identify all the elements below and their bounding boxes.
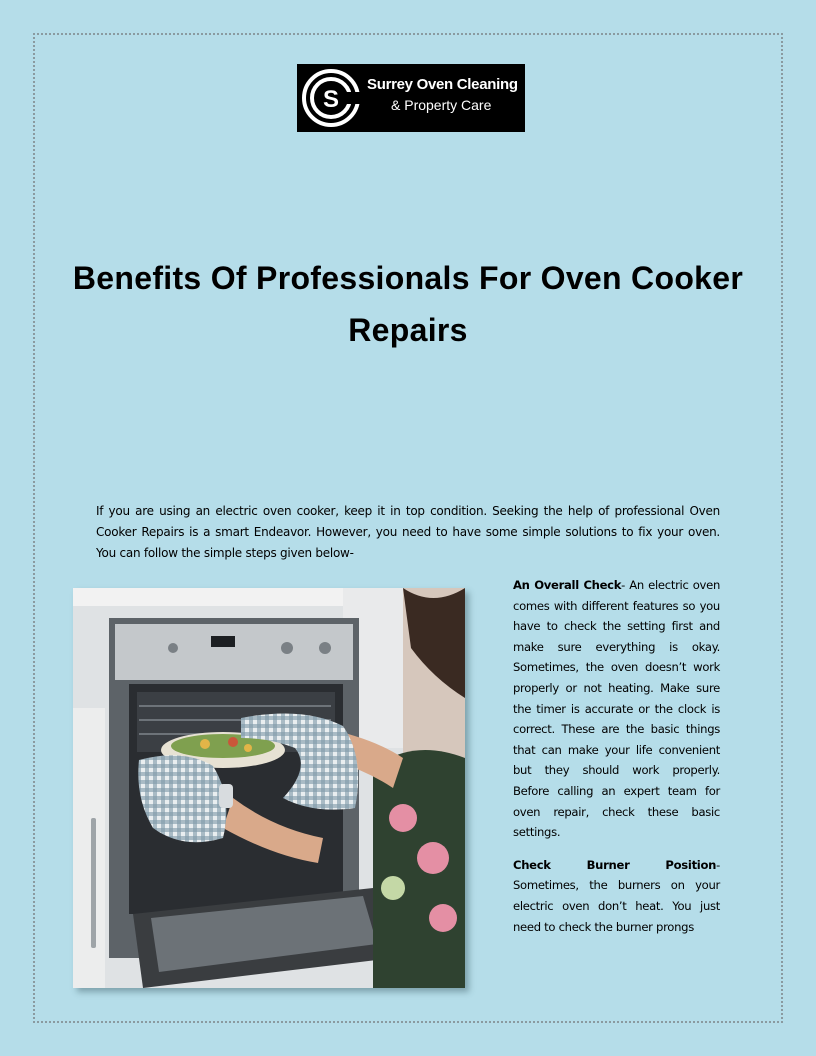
intro-paragraph: If you are using an electric oven cooker, keep it in top condition. Seeking the help of professional Oven Cooker Repairs is a smart Endeavor. However, you need to have some simple solutions to fix your oven. You can follow the simple steps given below- xyxy=(96,504,720,560)
section-heading: An Overall Check xyxy=(513,578,622,592)
section-heading: Check Burner Position xyxy=(513,857,717,872)
oven-photo xyxy=(73,588,465,988)
section-burner-position xyxy=(513,855,720,937)
logo-company-name: Surrey Oven Cleaning xyxy=(367,76,518,93)
company-logo xyxy=(297,64,525,132)
oven-illustration xyxy=(73,588,465,988)
page-title: Benefits Of Professionals For Oven Cooker Repairs xyxy=(72,260,744,348)
logo-mark-icon xyxy=(300,67,362,129)
logo-tagline: & Property Care xyxy=(391,97,492,113)
svg-text:S: S xyxy=(322,86,340,113)
section-body: - An electric oven comes with different features so you have to check the setting first and make sure everything is okay. Sometimes, the oven doesn’t work properly or not heating. Make sure the timer is accurate or the clock is correct. These are the basic things that can make your life convenient but they should work properly. Before calling an expert team for oven repair, check these basic settings. xyxy=(513,578,720,840)
article-column xyxy=(513,575,720,949)
section-overall-check xyxy=(513,575,720,843)
section-body: - Sometimes, the burners on your electric oven don’t heat. You just need to check the burner prongs xyxy=(513,857,720,934)
